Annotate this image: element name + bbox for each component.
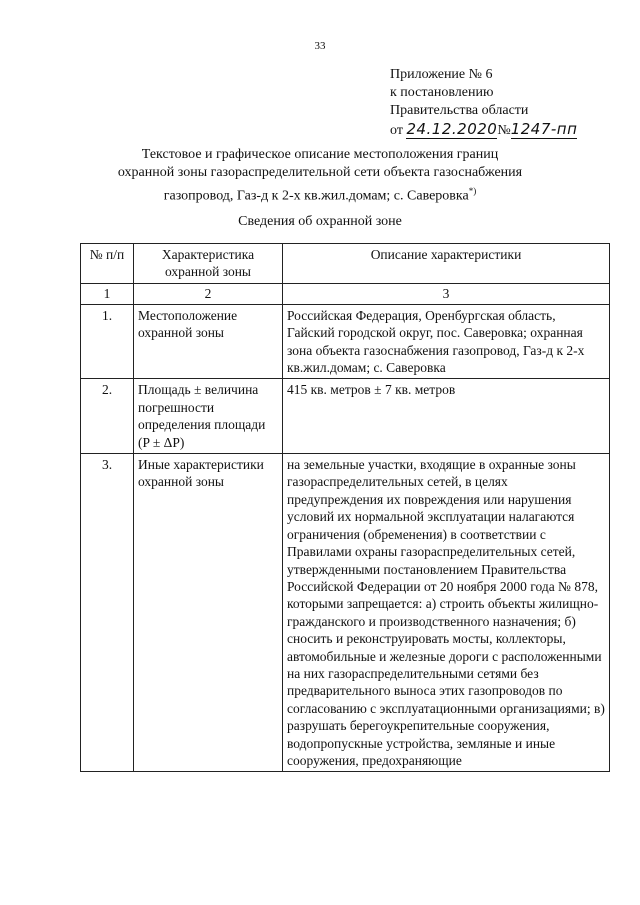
- footnote-mark: *): [468, 186, 477, 196]
- row-description: 415 кв. метров ± 7 кв. метров: [283, 379, 610, 454]
- column-number-row: [81, 283, 610, 304]
- title-line-3: [90, 182, 550, 206]
- appendix-header: [390, 66, 577, 140]
- header-number: № п/п: [81, 244, 134, 284]
- appendix-line-2: к постановлению: [390, 85, 494, 100]
- column-number: 1: [81, 283, 134, 304]
- title-line-3-text: газопровод, Газ-д к 2-х кв.жил.домам; с. Саверовка: [163, 188, 469, 204]
- column-number: 3: [283, 283, 610, 304]
- title-line-1: Текстовое и графическое описание местоположения границ: [141, 147, 499, 162]
- row-number: 3.: [81, 454, 134, 772]
- appendix-line-3: Правительства области: [390, 103, 529, 118]
- row-characteristic: Площадь ± величина погрешности определения площади (P ± ΔP): [134, 379, 283, 454]
- row-description: на земельные участки, входящие в охранные зоны газораспределительных сетей, в целях предупреждения их повреждения или нарушения условий их нормальной эксплуатации налагаются ограничения (обременения) в соответствии с Правилами охраны газораспределительных сетей, утвержденными постановлением Правительства Российской Федерации от 20 ноября 2000 года № 878, которыми запрещается: а) строить объекты жилищно-гражданского и производственного назначения; б) сносить и реконструировать мосты, коллекторы, автомобильные и железные дороги с расположенными на них газораспределительными сетями без предварительного выноса этих газопроводов по согласованию с эксплуатационными организациями; в) разрушать берегоукрепительные сооружения, водопропускные устройства, земляные и иные сооружения, предохраняющие: [283, 454, 610, 772]
- table-row: [81, 454, 610, 772]
- number-prefix: №: [497, 123, 511, 138]
- table-row: [81, 379, 610, 454]
- header-description: Описание характеристики: [283, 244, 610, 284]
- appendix-date-line: [390, 120, 577, 140]
- column-number: 2: [134, 283, 283, 304]
- document-title: [90, 146, 550, 206]
- date-prefix: от: [390, 123, 403, 138]
- table-header-row: [81, 244, 610, 284]
- header-characteristic: Характеристика охранной зоны: [134, 244, 283, 284]
- section-subtitle: Сведения об охранной зоне: [238, 214, 402, 229]
- table-row: [81, 304, 610, 379]
- row-description: Российская Федерация, Оренбургская область, Гайский городской округ, пос. Саверовка; охранная зона объекта газоснабжения газопровод, Газ-д к 2-х кв.жил.домам; с. Саверовка: [283, 304, 610, 379]
- row-characteristic: Местоположение охранной зоны: [134, 304, 283, 379]
- row-characteristic: Иные характеристики охранной зоны: [134, 454, 283, 772]
- row-number: 2.: [81, 379, 134, 454]
- appendix-line-1: Приложение № 6: [390, 67, 493, 82]
- protection-zone-table: [80, 243, 610, 772]
- page-number: 33: [314, 40, 326, 52]
- handwritten-date: 24.12.2020: [406, 120, 498, 138]
- row-number: 1.: [81, 304, 134, 379]
- title-line-2: охранной зоны газораспределительной сети объекта газоснабжения: [117, 165, 523, 180]
- handwritten-number: 1247-пп: [510, 120, 578, 138]
